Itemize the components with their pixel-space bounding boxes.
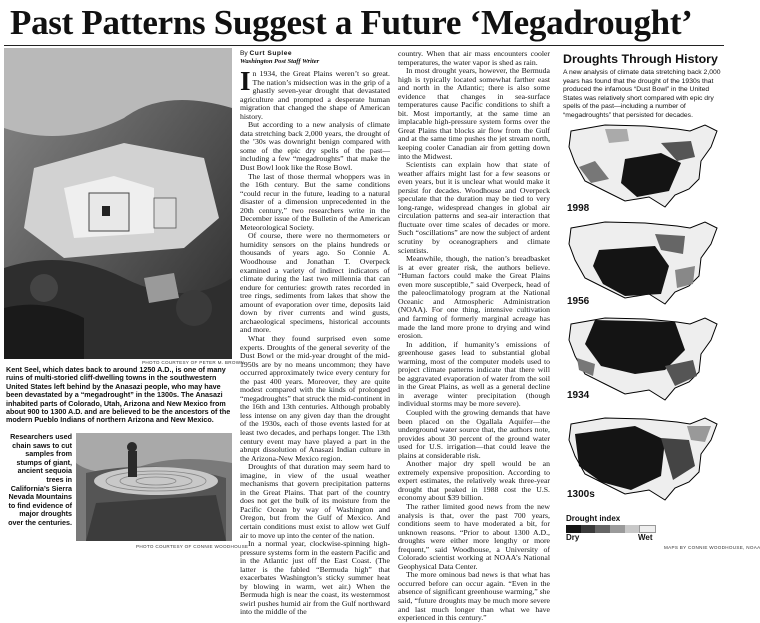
article-paragraph	[398, 571, 550, 622]
byline-role: Washington Post Staff Writer	[240, 58, 320, 65]
article-column-2	[398, 49, 550, 623]
paragraph-text: Of course, there were no thermometers or humidity sensors on the plains hundreds or thousands of years ago. So Connie A. Woodhouse and Jonathan T. Overpeck examined a variety of indirect indicators of climate during the last two millennia that can endure for centuries: growth rates recorded in tree rings, sediments from lakes that show the amount of evaporation over time, deposits laid down by river currents and wind gusts, archaeological specimens, historical accounts and more.	[240, 231, 390, 335]
photo1-credit: PHOTO COURTESY OF PETER M. BROWN	[142, 360, 244, 365]
map-year-label-2: 1956	[567, 296, 590, 307]
headline: Past Patterns Suggest a Future ‘Megadrought’	[10, 3, 693, 42]
article-paragraph	[240, 232, 390, 335]
photo1-caption: Kent Seel, which dates back to around 1250 A.D., is one of many ruins of multi-storied cliff-dwelling towns in the southwestern United States left behind by the Anasazi people, who may have been devastated by a “megadrought” in the 1300s. The Anasazi inhabited parts of Colorado, Utah, Arizona and New Mexico from about 900 to 1300 A.D. and are believed to be the ancestors of the modern Pueblo Indians of northern Arizona and New Mexico.	[6, 365, 231, 425]
paragraph-text: Another major dry spell would be an extremely expensive proposition. According to expert estimates, the relatively weak three-year drought that peaked in 1988 cost the U.S. economy about $39 billion.	[398, 459, 550, 503]
byline-name: Curt Suplee	[249, 50, 293, 57]
byline	[240, 50, 390, 66]
graphic-title: Droughts Through History	[563, 52, 718, 66]
graphic-intro: A new analysis of climate data stretching back 2,000 years has found that the drought of the 1930s that produced the infamous “Dust Bowl” in the United States was relatively short compared with epic dry spells of the past—including a number of “megadroughts” that persisted for decades.	[563, 69, 721, 119]
article-paragraph	[240, 173, 390, 233]
paragraph-text: Droughts of that duration may seem hard to imagine, in view of the usual weather mechanisms that govern precipitation patterns in the Great Plains. That part of the country does not get the bulk of its moisture from the Pacific Ocean by way of Washington and Oregon, but from the Gulf of Mexico. And certain conditions must exist to allow wet Gulf air to move up into the center of the nation.	[240, 462, 390, 540]
drought-map-1956	[565, 214, 722, 308]
article-paragraph	[398, 255, 550, 340]
photo2-credit: PHOTO COURTESY OF CONNIE WOODHOUSE	[136, 544, 249, 549]
paragraph-text: n 1934, the Great Plains weren’t so great. The nation’s midsection was in the grip of a ghastly seven-year drought that devastated agriculture and prompted a desperate human migration that changed the shape of American history.	[240, 69, 390, 121]
article-column-1	[240, 50, 391, 617]
maps-credit: MAPS BY CONNIE WOODHOUSE, NOAA	[664, 545, 760, 550]
article-paragraph	[240, 335, 390, 463]
map-year-label-1: 1998	[567, 203, 590, 214]
paragraph-text: The rather limited good news from the new analysis is that, over the past 700 years, conditions seem to have moderated a bit, for unknown reasons. “Prior to about 1300 A.D., droughts were either more lengthy or more frequent,” said Woodhouse, a University of Colorado scientist working at NOAA’s National Geophysical Data Center.	[398, 501, 550, 571]
byline-prefix: By	[240, 50, 250, 57]
article-paragraph	[398, 161, 550, 255]
drought-index-scale	[566, 525, 656, 533]
article-paragraph	[240, 66, 390, 121]
paragraph-text: The last of those thermal whoppers was in the 16th century. But the same conditions “could recur in the future, leading to a natural disaster of a dimension unprecedented in the 20th century,” two researchers write in the December issue of the Bulletin of the American Meteorological Society.	[240, 171, 390, 232]
sequoia-stump-photo	[76, 433, 232, 541]
paragraph-text: country. When that air mass encounters cooler temperatures, the water vapor is shed as rain.	[398, 49, 550, 67]
sequoia-stump-illustration	[76, 433, 232, 541]
article-paragraph	[240, 121, 390, 172]
paragraph-text: In a normal year, clockwise-spinning high-pressure systems form in the eastern Pacific and in the Atlantic just off the East Coast. (The latter is the fabled “Bermuda high” that exacerbates Washington’s sticky summer heat by blowing in warm, wet air.) When the Bermuda high is near the coast, its westernmost swirl pushes humid air from the Gulf northward into the middle of the	[240, 539, 390, 617]
article-paragraph	[398, 409, 550, 460]
article-paragraph	[398, 341, 550, 409]
article-paragraph	[240, 463, 390, 540]
paragraph-text: Coupled with the growing demands that have been placed on the Ogallala Aquifer—the underground water source that, the authors note, provides about 30 percent of the ground water used for U.S. irrigation—that could leave the plains at considerable risk.	[398, 407, 550, 460]
paragraph-text: In most drought years, however, the Bermuda high is typically located somewhat farther east and north in the Atlantic; there is also some evidence that changes in sea-surface temperatures cause Pacific conditions to shift a bit. Most importantly, at the same time an implacable high-pressure system forms over the Great Plains that blocks air flow from the Gulf and at the same time pushes the jet stream north, keeping cooler Canadian air from getting down into the Midwest.	[398, 66, 550, 161]
photo2-caption: Researchers used chain saws to cut samples from stumps of giant, ancient sequoia trees in California’s Sierra Nevada Mountains to find evidence of major droughts over the centuries.	[8, 432, 72, 527]
article-paragraph	[240, 540, 390, 617]
article-paragraph	[398, 50, 550, 67]
cliff-dwelling-illustration	[4, 48, 232, 359]
headline-rule	[4, 45, 724, 46]
paragraph-text: Meanwhile, though, the nation’s breadbasket is at ever greater risk, the authors believe. “Human factors could make the Great Plains even more susceptible,” said Overpeck, head of the paleoclimatology program at the National Oceanic and Atmospheric Administration (NOAA). For one thing, intensive cultivation and farming of formerly marginal acreage has made the land more prone to drying and wind erosion.	[398, 254, 550, 341]
paragraph-text: The more ominous bad news is that what has occurred before can occur again. “Even in the absence of significant greenhouse warming,” she said, “future droughts may be much more severe and last much longer than what we have experienced in this century.”	[398, 570, 550, 623]
article-paragraph	[398, 503, 550, 571]
legend-dry-label: Dry	[566, 533, 580, 542]
map-year-label-3: 1934	[567, 390, 590, 401]
cliff-dwelling-photo	[4, 48, 232, 359]
paragraph-text: But according to a new analysis of climate data stretching back 2,000 years, the drought of the ’30s was downright benign compared with some of the epic dry spells of the past—including a few “megadroughts” that make the Dust Bowl look like the Rose Bowl.	[240, 120, 390, 173]
drop-cap: I	[240, 66, 251, 96]
map-year-label-4: 1300s	[567, 489, 595, 500]
legend-title: Drought index	[566, 514, 621, 523]
legend-wet-label: Wet	[638, 533, 653, 542]
paragraph-text: In addition, if humanity’s emissions of greenhouse gases lead to substantial global warming, most of the computer models used to project climate patterns indicate that there will be aggravated evaporation of water from the soil in the Great Plains, as well as a general decline in average winter precipitation (though individual storms may be more severe).	[398, 339, 550, 409]
article-paragraph	[398, 67, 550, 161]
paragraph-text: What they found surprised even some experts. Droughts of the general severity of the Dust Bowl or the mid-year drought of the mid-1950s are by no means uncommon; they have occurred approximately twice every century for the past 400 years. Moreover, they are quite modest compared with the kinds of prolonged “megadroughts” that struck the mid-continent in the 16th and 13th centuries. Although probably less intense on any given day than the drought of the 1930s, each of those events lasted for at least two decades, and perhaps longer. The 13th century event may have played a part in the abrupt dissolution of Anasazi Indian culture in the Arizona-New Mexico region.	[240, 333, 391, 463]
paragraph-text: Scientists can explain how that state of weather affairs might last for a few seasons or even years, but it is unclear what would make it persist for decades. Woodhouse and Overpeck speculate that the duration may be tied to very long-range, widespread changes in global air circulation patterns and sea-air interaction that fluctuate over time scales of decades or more. Such “oscillations” are now the subject of ardent scrutiny by oceanographers and climate scientists.	[398, 160, 550, 255]
drought-map-1998	[565, 117, 722, 211]
article-paragraph	[398, 460, 550, 503]
